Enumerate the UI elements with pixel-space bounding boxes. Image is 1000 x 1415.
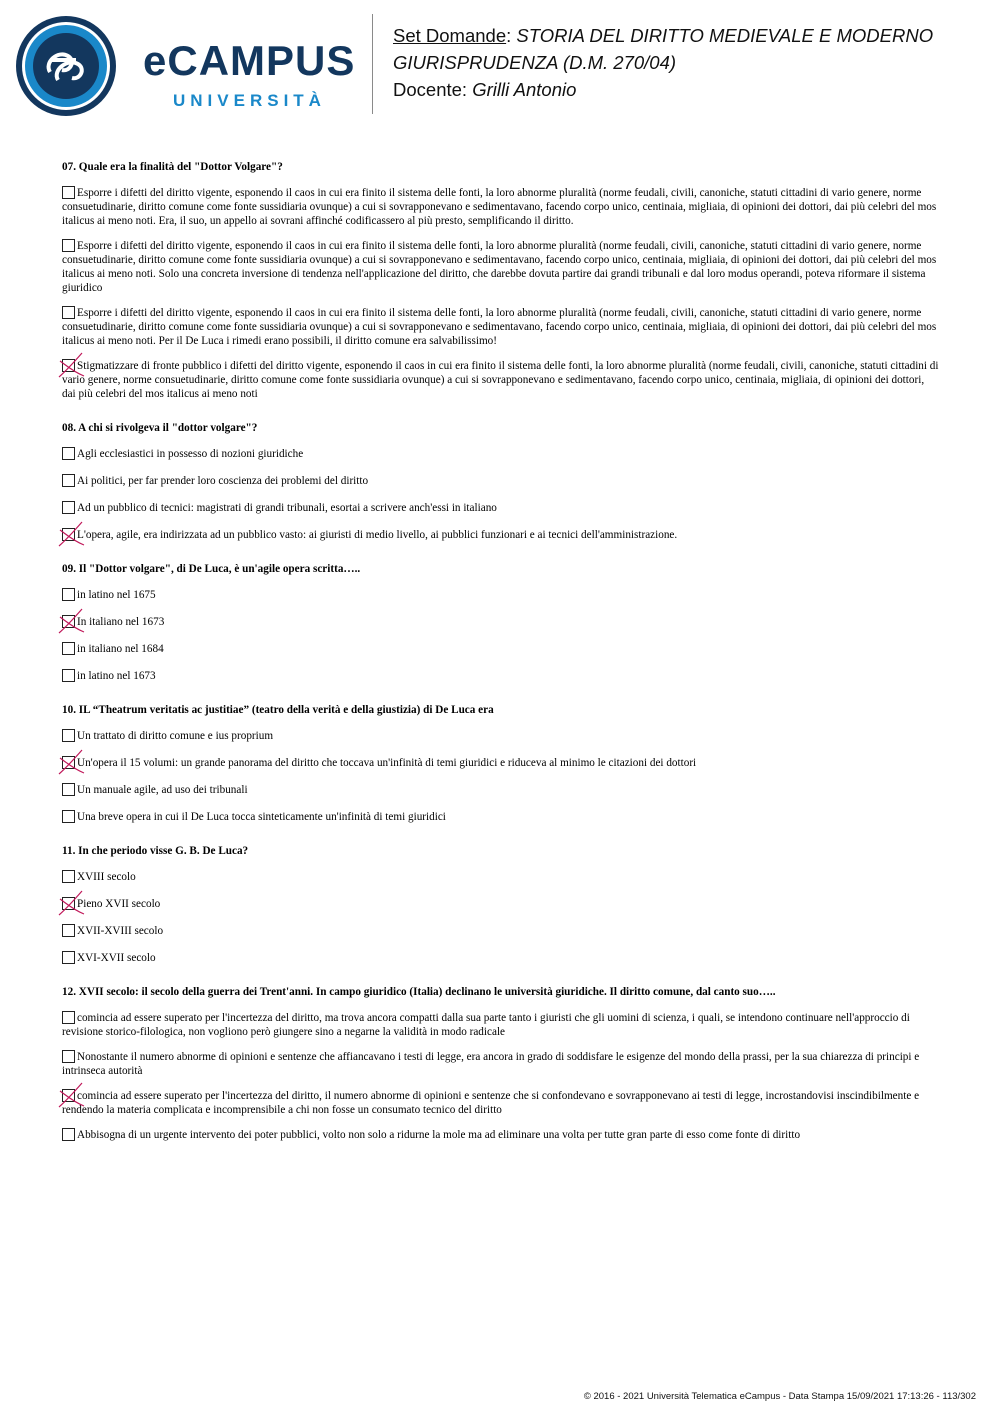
answer-option[interactable]: [62, 729, 940, 743]
option-text: Un manuale agile, ad uso dei tribunali: [77, 784, 248, 796]
header-divider: [372, 14, 373, 114]
checkbox[interactable]: [62, 1050, 75, 1063]
answer-option[interactable]: [62, 783, 940, 797]
answer-option[interactable]: [62, 1128, 940, 1142]
answer-option[interactable]: [62, 528, 940, 542]
question-block: [62, 421, 940, 542]
option-text: Nonostante il numero abnorme di opinioni e sentenze che affiancavano i testi di legge, era ancora in grado di soddisfare le esigenze del mondo della prassi, per la sua chiarezza di principi e intrinseca autorità: [62, 1051, 920, 1077]
option-text: in latino nel 1675: [77, 589, 156, 601]
set-label: Set Domande: [393, 25, 507, 46]
question-title: 11. In che periodo visse G. B. De Luca?: [62, 845, 249, 857]
option-text: Una breve opera in cui il De Luca tocca sinteticamente un'infinità di temi giuridici: [77, 811, 446, 823]
option-text: L'opera, agile, era indirizzata ad un pubblico vasto: ai giuristi di medio livello, ai pubblici funzionari e ai tecnici dell'amministrazione.: [77, 529, 678, 541]
question-block: [62, 985, 940, 1142]
checkbox[interactable]: [62, 669, 75, 682]
checkbox-marked[interactable]: [62, 897, 75, 910]
checkbox[interactable]: [62, 642, 75, 655]
checkbox-marked[interactable]: [62, 359, 75, 372]
checkbox[interactable]: [62, 306, 75, 319]
handwritten-cross-icon: [57, 606, 87, 638]
checkbox-marked[interactable]: [62, 1089, 75, 1102]
checkbox[interactable]: [62, 810, 75, 823]
option-text: Agli ecclesiastici in possesso di nozioni giuridiche: [77, 448, 304, 460]
answer-option[interactable]: [62, 810, 940, 824]
page-footer: © 2016 - 2021 Università Telematica eCampus - Data Stampa 15/09/2021 17:13:26 - 113/302: [583, 1391, 976, 1402]
question-block: [62, 844, 940, 965]
option-text: XVIII secolo: [77, 871, 136, 883]
university-seal-icon: [14, 14, 118, 118]
option-text: in latino nel 1673: [77, 670, 156, 682]
option-text: comincia ad essere superato per l'incertezza del diritto, il numero abnorme di opinioni e sentenze che si confondevano e sovrapponevano ai testi di legge, incrostandovisi inscindibilmente e rendendo la materia complicata e incomprensibile a chi non fosse un consumato tecnico del diritto: [62, 1090, 920, 1116]
question-title: 12. XVII secolo: il secolo della guerra dei Trent'anni. In campo giuridico (Italia) declinano le università giuridiche. Il diritto comune, dal canto suo…..: [62, 986, 776, 998]
question-block: [62, 160, 940, 401]
teacher-name: Grilli Antonio: [472, 79, 577, 100]
answer-option[interactable]: [62, 669, 940, 683]
answer-option[interactable]: [62, 474, 940, 488]
answer-option[interactable]: [62, 239, 940, 295]
answer-option[interactable]: [62, 951, 940, 965]
answer-option[interactable]: [62, 756, 940, 770]
option-text: Abbisogna di un urgente intervento dei poter pubblici, volto non solo a ridurne la mole ma ad eliminare una volta per tutte gran parte di esso come fonte di diritto: [77, 1129, 801, 1141]
answer-option[interactable]: [62, 924, 940, 938]
answer-option[interactable]: [62, 1050, 940, 1078]
option-text: Stigmatizzare di fronte pubblico i difetti del diritto vigente, esponendo il caos in cui era finito il sistema delle fonti, la loro abnorme pluralità (norme feudali, civili, canoniche, statuti cittadini di vario genere, norme consuetudinarie, diritto comune come fonte sussidiaria ovunque) a cui si sovrapponevano e sedimentavano, facendo corpo unico, centinaia, migliaia, di opinioni dei dottori, dai più celebri del mos italicus ai meno noti: [62, 360, 939, 400]
checkbox[interactable]: [62, 588, 75, 601]
option-text: in italiano nel 1684: [77, 643, 164, 655]
course-info: Set Domande: STORIA DEL DIRITTO MEDIEVALE E MODERNO GIURISPRUDENZA (D.M. 270/04) Docente: Grilli Antonio: [393, 25, 934, 100]
teacher-label: Docente:: [393, 79, 468, 100]
page-header: [0, 0, 1000, 130]
handwritten-cross-icon: [57, 519, 87, 551]
option-text: Esporre i difetti del diritto vigente, esponendo il caos in cui era finito il sistema delle fonti, la loro abnorme pluralità (norme feudali, civili, canoniche, statuti cittadini di vario genere, norme consuetudinarie, diritto comune come fonte sussidiaria ovunque) a cui si sovrapponevano e sedimentavano, facendo corpo unico, centinaia, migliaia, di opinioni dei dottori, dai più celebri del mos italicus ai meno noti. Solo una concreta inversione di tendenza nell'applicazione del diritto, che darebbe dovuta partire dai grandi tribunali e dal loro modus operandi, poteva riformare il sistema giuridico: [62, 240, 937, 294]
ecampus-logo: [14, 14, 354, 119]
answer-option[interactable]: [62, 642, 940, 656]
option-text: In italiano nel 1673: [77, 616, 165, 628]
checkbox[interactable]: [62, 239, 75, 252]
handwritten-cross-icon: [57, 1080, 87, 1112]
handwritten-cross-icon: [57, 747, 87, 779]
option-text: XVII-XVIII secolo: [77, 925, 164, 937]
answer-option[interactable]: [62, 588, 940, 602]
question-title: 10. IL “Theatrum veritatis ac justitiae” (teatro della verità e della giustizia) di De Luca era: [62, 704, 494, 716]
answer-option[interactable]: [62, 1011, 940, 1039]
option-text: Esporre i difetti del diritto vigente, esponendo il caos in cui era finito il sistema delle fonti, la loro abnorme pluralità (norme feudali, civili, canoniche, statuti cittadini di vario genere, norme consuetudinarie, diritto comune come fonte sussidiaria ovunque) a cui si sovrapponevano e sedimentavano, facendo corpo unico, centinaia, migliaia, di opinioni dei dottori, dai più celebri del mos italicus ai meno noti. Per il De Luca i rimedi erano possibili, il diritto comune era salvabilissimo!: [62, 307, 937, 347]
checkbox-marked[interactable]: [62, 528, 75, 541]
answer-option[interactable]: [62, 359, 940, 401]
handwritten-cross-icon: [57, 888, 87, 920]
handwritten-cross-icon: [57, 350, 87, 382]
answer-option[interactable]: [62, 186, 940, 228]
question-list: [62, 160, 940, 1162]
checkbox[interactable]: [62, 501, 75, 514]
logo-wordmark: eCAMPUS: [143, 37, 356, 84]
question-title: 08. A chi si rivolgeva il "dottor volgare"?: [62, 422, 258, 434]
answer-option[interactable]: [62, 306, 940, 348]
degree-name: GIURISPRUDENZA (D.M. 270/04): [393, 52, 677, 73]
logo-subtitle: UNIVERSITÀ: [173, 91, 326, 110]
checkbox-marked[interactable]: [62, 615, 75, 628]
answer-option[interactable]: [62, 870, 940, 884]
option-text: Un'opera il 15 volumi: un grande panorama del diritto che toccava un'infinità di temi giuridici e riduceva al minimo le citazioni dei dottori: [77, 757, 697, 769]
checkbox[interactable]: [62, 951, 75, 964]
answer-option[interactable]: [62, 615, 940, 629]
answer-option[interactable]: [62, 1089, 940, 1117]
option-text: XVI-XVII secolo: [77, 952, 156, 964]
option-text: Un trattato di diritto comune e ius proprium: [77, 730, 274, 742]
checkbox[interactable]: [62, 474, 75, 487]
option-text: Ai politici, per far prender loro coscienza dei problemi del diritto: [77, 475, 369, 487]
question-block: [62, 562, 940, 683]
checkbox-marked[interactable]: [62, 756, 75, 769]
option-text: Esporre i difetti del diritto vigente, esponendo il caos in cui era finito il sistema delle fonti, la loro abnorme pluralità (norme feudali, civili, canoniche, statuti cittadini di vario genere, norme consuetudinarie, diritto comune come fonte sussidiaria ovunque) a cui si sovrapponevano e sedimentavano, facendo corpo unico, centinaia, migliaia, di opinioni dei dottori, dai più celebri del mos italicus ai meno noti. Era, il suo, un appello ai sovrani affinché codificassero al più presto, semplificando il diritto.: [62, 187, 937, 227]
option-text: Ad un pubblico di tecnici: magistrati di grandi tribunali, esortai a scrivere anch'essi in italiano: [77, 502, 497, 514]
checkbox[interactable]: [62, 1128, 75, 1141]
option-text: Pieno XVII secolo: [77, 898, 161, 910]
answer-option[interactable]: [62, 447, 940, 461]
checkbox[interactable]: [62, 447, 75, 460]
question-title: 07. Quale era la finalità del "Dottor Volgare"?: [62, 161, 283, 173]
answer-option[interactable]: [62, 897, 940, 911]
question-block: [62, 703, 940, 824]
course-title: STORIA DEL DIRITTO MEDIEVALE E MODERNO: [516, 25, 934, 46]
checkbox[interactable]: [62, 186, 75, 199]
question-title: 09. Il "Dottor volgare", di De Luca, è un'agile opera scritta…..: [62, 563, 361, 575]
option-text: comincia ad essere superato per l'incertezza del diritto, ma trova ancora compatti dalla sua parte tanto i giuristi che gli uomini di scienza, i quali, se intendono continuare nell'approccio di revisione storico-filologica, non vogliono però giungere sino a negarne la validità in modo radicale: [62, 1012, 910, 1038]
checkbox[interactable]: [62, 1011, 75, 1024]
answer-option[interactable]: [62, 501, 940, 515]
checkbox[interactable]: [62, 729, 75, 742]
checkbox[interactable]: [62, 924, 75, 937]
checkbox[interactable]: [62, 870, 75, 883]
checkbox[interactable]: [62, 783, 75, 796]
